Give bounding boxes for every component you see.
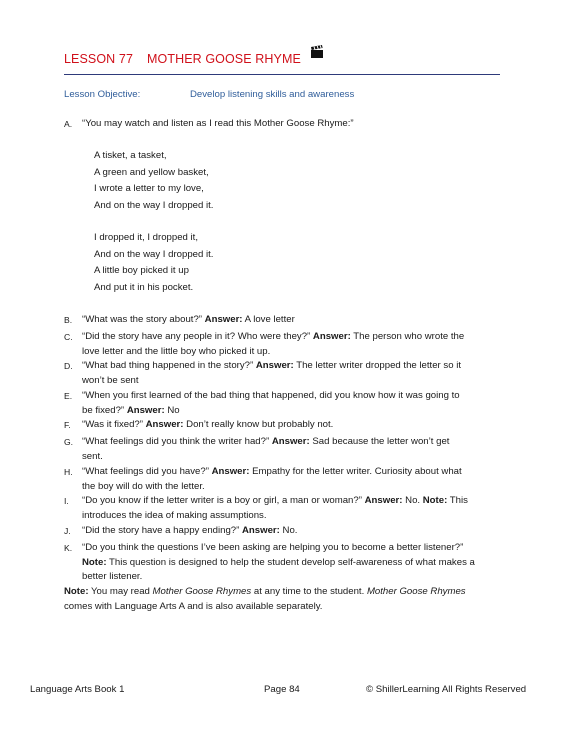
note-text: You may read <box>91 586 150 597</box>
answer-label: Answer: <box>242 525 280 536</box>
answer: The person who wrote the <box>353 331 465 342</box>
answer-label: Answer: <box>204 314 243 325</box>
poem-stanza-1 <box>94 148 213 214</box>
objective-label: Lesson Objective: <box>64 89 141 100</box>
item-letter: I. <box>64 496 69 506</box>
answer-label: Answer: <box>211 466 250 477</box>
answer-label: Answer: <box>126 404 165 416</box>
item-a-text: “You may watch and listen as I read this Mother Goose Rhyme:” <box>82 118 354 129</box>
item-letter: C. <box>64 332 73 342</box>
answer: The letter writer dropped the letter so it <box>296 360 462 371</box>
item-letter: H. <box>64 467 73 477</box>
poem-line: And on the way I dropped it. <box>94 199 214 211</box>
item-letter: B. <box>64 315 73 325</box>
note-continued: better listener. <box>82 571 143 582</box>
book-title: Mother Goose Rhymes <box>152 586 252 597</box>
note-text: This question is designed to help the student develop self-awareness of what makes a <box>109 556 475 568</box>
question: “What feelings did you think the writer had?” <box>82 436 270 447</box>
poem-line: A tisket, a tasket, <box>94 150 167 161</box>
note-text: at any time to the student. <box>253 586 365 597</box>
answer-label: Answer: <box>145 419 184 430</box>
answer-continued: sent. <box>82 450 103 462</box>
answer: Sad because the letter won’t get <box>312 436 450 447</box>
answer: No. <box>282 525 298 536</box>
question: “When you first learned of the bad thing that happened, did you know how it was going to <box>82 390 460 401</box>
item-letter: F. <box>64 420 71 430</box>
lesson-header <box>64 50 500 75</box>
poem-line: I dropped it, I dropped it, <box>94 232 198 243</box>
footer-page-number: Page 84 <box>264 684 300 695</box>
question: “What was the story about?” <box>82 314 202 325</box>
book-title: Mother Goose Rhymes <box>366 586 466 597</box>
answer: No. <box>405 495 421 506</box>
item-letter: A. <box>64 119 73 129</box>
note-line-2: comes with Language Arts A and is also available separately. <box>64 601 323 612</box>
poem-stanza-2 <box>94 230 213 296</box>
answer-label: Answer: <box>364 495 403 506</box>
poem-line: A little boy picked it up <box>94 265 189 277</box>
item-letter: J. <box>64 526 71 536</box>
lesson-name: MOTHER GOOSE RHYME <box>147 52 301 66</box>
note-continued: introduces the idea of making assumptions. <box>82 509 267 521</box>
answer: No <box>167 404 180 416</box>
question: “Did the story have any people in it? Who were they?” <box>82 331 311 342</box>
lesson-title <box>64 52 315 66</box>
teacher-note <box>64 584 466 614</box>
question: “Was it fixed?” <box>82 419 143 430</box>
objective-text: Develop listening skills and awareness <box>190 89 355 100</box>
answer-label: Answer: <box>312 331 351 342</box>
question: “Did the story have a happy ending?” <box>82 525 240 536</box>
poem-line: I wrote a letter to my love, <box>94 183 204 195</box>
item-letter: D. <box>64 361 73 371</box>
answer: Don’t really know but probably not. <box>186 419 334 430</box>
note-text: This <box>449 495 468 506</box>
answer-continued: love letter and the little boy who picked it up. <box>82 345 271 357</box>
poem-line: A green and yellow basket, <box>94 166 209 178</box>
item-letter: K. <box>64 543 73 553</box>
question-continued: be fixed?” <box>82 404 125 416</box>
poem-line: And on the way I dropped it. <box>94 248 214 260</box>
note-label: Note: <box>64 586 89 597</box>
answer: Empathy for the letter writer. Curiosity about what <box>252 466 462 477</box>
clapperboard-icon <box>310 45 324 59</box>
poem-line: And put it in his pocket. <box>94 281 194 293</box>
lesson-objective <box>64 89 354 100</box>
footer-book: Language Arts Book 1 <box>30 684 125 695</box>
lesson-number: LESSON 77 <box>64 52 133 66</box>
answer-continued: won’t be sent <box>82 374 139 386</box>
footer-copyright: © ShillerLearning All Rights Reserved <box>366 684 527 695</box>
item-letter: G. <box>64 437 74 447</box>
item-letter: E. <box>64 391 73 401</box>
answer-continued: the boy will do with the letter. <box>82 480 205 492</box>
question: “Do you know if the letter writer is a boy or girl, a man or woman?” <box>82 495 362 506</box>
question: “What bad thing happened in the story?” <box>82 360 254 371</box>
question: “What feelings did you have?” <box>82 466 209 477</box>
note-label: Note: <box>82 556 107 568</box>
answer-label: Answer: <box>255 360 294 371</box>
note-label: Note: <box>422 495 448 506</box>
answer-label: Answer: <box>271 436 310 447</box>
answer: A love letter <box>244 314 295 325</box>
question: “Do you think the questions I’ve been asking are helping you to become a better listener?” <box>82 542 464 553</box>
